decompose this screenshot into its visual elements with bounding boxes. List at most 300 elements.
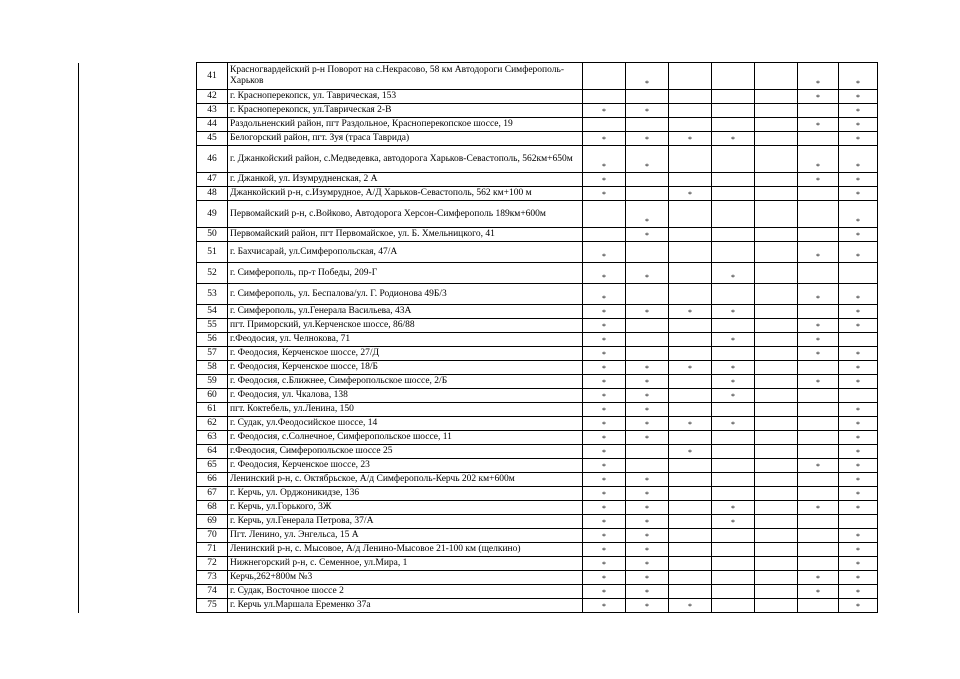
row-number: 43 [197,104,228,118]
service-mark [712,118,755,132]
service-mark [669,501,712,515]
service-mark: * [712,417,755,431]
station-address: г. Симферополь, пр-т Победы, 209-Г [228,263,583,284]
row-number: 48 [197,187,228,201]
service-mark: * [712,263,755,284]
service-mark: * [839,529,878,543]
row-number: 54 [197,305,228,319]
station-address: Пгт. Ленино, ул. Энгельса, 15 А [228,529,583,543]
service-mark: * [583,473,626,487]
service-mark [669,319,712,333]
service-mark [626,333,669,347]
service-mark [755,543,798,557]
service-mark: * [669,599,712,613]
service-mark [839,333,878,347]
service-mark: * [583,305,626,319]
table-row [79,228,878,242]
row-number: 66 [197,473,228,487]
table-row [79,146,878,173]
service-mark: * [583,104,626,118]
station-address: пгт. Приморский, ул.Керченское шоссе, 86/88 [228,319,583,333]
service-mark: * [669,361,712,375]
table-row [79,557,878,571]
service-mark: * [839,104,878,118]
table-row [79,459,878,473]
service-mark: * [583,333,626,347]
service-mark [798,515,839,529]
station-address: Первомайский район, пгт Первомайское, ул. Б. Хмельницкого, 41 [228,228,583,242]
table-row [79,417,878,431]
service-mark [712,473,755,487]
service-mark: * [626,305,669,319]
service-mark: * [626,473,669,487]
service-mark [712,319,755,333]
table-row [79,431,878,445]
service-mark [712,90,755,104]
service-mark: * [798,118,839,132]
service-mark: * [583,146,626,173]
service-mark: * [839,132,878,146]
service-mark [755,389,798,403]
service-mark: * [839,487,878,501]
service-mark [626,284,669,305]
service-mark [712,403,755,417]
service-mark: * [839,201,878,228]
service-mark: * [798,284,839,305]
service-mark: * [839,347,878,361]
service-mark [712,201,755,228]
service-mark: * [626,132,669,146]
service-mark [798,104,839,118]
service-mark [755,347,798,361]
service-mark [755,90,798,104]
service-mark: * [583,187,626,201]
service-mark: * [712,515,755,529]
service-mark: * [626,501,669,515]
service-mark: * [626,201,669,228]
table-row [79,263,878,284]
service-mark [626,118,669,132]
service-mark: * [626,263,669,284]
service-mark [755,431,798,445]
service-mark: * [712,132,755,146]
service-mark [755,201,798,228]
service-mark [712,487,755,501]
stations-table-body [79,63,878,613]
service-mark [755,515,798,529]
service-mark: * [839,431,878,445]
row-number: 57 [197,347,228,361]
service-mark: * [626,389,669,403]
service-mark: * [798,375,839,389]
service-mark [798,201,839,228]
service-mark: * [839,361,878,375]
station-address: г. Керчь, ул.Генерала Петрова, 37/А [228,515,583,529]
service-mark [669,431,712,445]
service-mark: * [583,403,626,417]
service-mark [798,403,839,417]
station-address: Раздольненский район, пгт Раздольное, Красноперекопское шоссе, 19 [228,118,583,132]
service-mark: * [583,571,626,585]
row-number: 65 [197,459,228,473]
service-mark: * [583,515,626,529]
row-number: 46 [197,146,228,173]
service-mark [755,118,798,132]
table-row [79,242,878,263]
table-row [79,187,878,201]
service-mark [755,187,798,201]
service-mark [755,417,798,431]
service-mark: * [669,187,712,201]
service-mark [626,445,669,459]
row-number: 52 [197,263,228,284]
service-mark: * [626,599,669,613]
row-number: 44 [197,118,228,132]
service-mark: * [626,585,669,599]
table-row [79,333,878,347]
service-mark: * [583,173,626,187]
service-mark: * [712,361,755,375]
service-mark: * [839,403,878,417]
service-mark [669,284,712,305]
service-mark [669,173,712,187]
service-mark [583,90,626,104]
service-mark: * [583,347,626,361]
station-address: г. Керчь ул.Маршала Еременко 37а [228,599,583,613]
service-mark [755,375,798,389]
service-mark: * [839,473,878,487]
service-mark [798,445,839,459]
service-mark: * [839,63,878,90]
service-mark: * [626,228,669,242]
service-mark: * [712,333,755,347]
service-mark [712,347,755,361]
row-number: 50 [197,228,228,242]
service-mark [583,63,626,90]
service-mark: * [839,543,878,557]
service-mark [626,459,669,473]
service-mark: * [583,132,626,146]
service-mark: * [583,501,626,515]
service-mark [712,104,755,118]
table-row [79,361,878,375]
table-row [79,599,878,613]
service-mark [669,90,712,104]
service-mark [669,63,712,90]
service-mark [669,473,712,487]
service-mark: * [798,347,839,361]
table-row [79,487,878,501]
row-number: 75 [197,599,228,613]
row-number: 53 [197,284,228,305]
service-mark: * [712,375,755,389]
row-number: 62 [197,417,228,431]
table-row [79,90,878,104]
table-row [79,347,878,361]
service-mark: * [583,319,626,333]
table-row [79,389,878,403]
service-mark [798,417,839,431]
service-mark: * [626,361,669,375]
service-mark: * [626,403,669,417]
station-address: Красногвардейский р-н Поворот на с.Некрасово, 58 км Автодороги Симферополь- Харьков [228,63,583,90]
service-mark [712,187,755,201]
row-number: 71 [197,543,228,557]
service-mark [712,571,755,585]
service-mark: * [798,501,839,515]
region-column-cell [79,63,197,613]
row-number: 74 [197,585,228,599]
service-mark: * [798,63,839,90]
service-mark [712,543,755,557]
table-row [79,543,878,557]
row-number: 56 [197,333,228,347]
service-mark [669,375,712,389]
service-mark [798,228,839,242]
service-mark: * [798,90,839,104]
table-row [79,305,878,319]
row-number: 70 [197,529,228,543]
table-row [79,201,878,228]
service-mark: * [626,104,669,118]
service-mark: * [798,571,839,585]
service-mark [669,333,712,347]
row-number: 64 [197,445,228,459]
station-address: г. Красноперекопск, ул.Таврическая 2-В [228,104,583,118]
row-number: 45 [197,132,228,146]
station-address: Ленинский р-н, с. Октябрьское, А/д Симферополь-Керчь 202 км+600м [228,473,583,487]
service-mark [669,403,712,417]
service-mark: * [583,375,626,389]
service-mark: * [583,361,626,375]
service-mark: * [626,431,669,445]
service-mark [755,557,798,571]
table-row [79,63,878,90]
service-mark [755,445,798,459]
service-mark: * [626,571,669,585]
service-mark: * [583,389,626,403]
service-mark: * [626,515,669,529]
station-address: Ленинский р-н, с. Мысовое, А/д Ленино-Мысовое 21-100 км (щелкино) [228,543,583,557]
service-mark [755,571,798,585]
station-address: г.Феодосия, Симферопольское шоссе 25 [228,445,583,459]
service-mark [798,431,839,445]
table-row [79,501,878,515]
service-mark [755,319,798,333]
station-address: г.Феодосия, ул. Челнокова, 71 [228,333,583,347]
service-mark [798,599,839,613]
service-mark: * [626,375,669,389]
service-mark [669,557,712,571]
service-mark: * [839,187,878,201]
service-mark: * [626,146,669,173]
service-mark: * [798,319,839,333]
service-mark [669,104,712,118]
row-number: 42 [197,90,228,104]
service-mark [798,305,839,319]
service-mark [669,585,712,599]
station-address: г. Керчь, ул. Орджоникидзе, 136 [228,487,583,501]
station-address: г. Симферополь, ул. Беспалова/ул. Г. Родионова 49Б/3 [228,284,583,305]
service-mark: * [839,501,878,515]
service-mark: * [583,557,626,571]
row-number: 41 [197,63,228,90]
service-mark: * [839,459,878,473]
service-mark [712,557,755,571]
service-mark [798,529,839,543]
table-row [79,284,878,305]
service-mark [669,389,712,403]
table-row [79,173,878,187]
service-mark [798,389,839,403]
service-mark: * [798,459,839,473]
service-mark [755,284,798,305]
service-mark [755,63,798,90]
service-mark: * [798,146,839,173]
service-mark [798,263,839,284]
service-mark [839,389,878,403]
row-number: 49 [197,201,228,228]
service-mark: * [583,543,626,557]
station-address: Джанкойский р-н, с.Изумрудное, А/Д Харьков-Севастополь, 562 км+100 м [228,187,583,201]
service-mark [839,515,878,529]
service-mark: * [583,459,626,473]
service-mark: * [712,305,755,319]
service-mark [798,132,839,146]
service-mark [669,543,712,557]
row-number: 60 [197,389,228,403]
service-mark: * [798,173,839,187]
row-number: 69 [197,515,228,529]
service-mark [755,585,798,599]
service-mark: * [669,132,712,146]
service-mark: * [583,263,626,284]
service-mark [669,263,712,284]
service-mark: * [839,118,878,132]
service-mark: * [839,599,878,613]
service-mark [755,487,798,501]
service-mark: * [583,599,626,613]
service-mark: * [583,529,626,543]
service-mark: * [669,305,712,319]
table-row [79,445,878,459]
station-address: Белогорский район, пгт. Зуя (траса Таврида) [228,132,583,146]
service-mark [755,242,798,263]
service-mark [669,459,712,473]
station-address: г. Феодосия, ул. Чкалова, 138 [228,389,583,403]
stations-table [78,62,878,613]
service-mark [755,529,798,543]
row-number: 61 [197,403,228,417]
service-mark [669,529,712,543]
service-mark [798,487,839,501]
service-mark: * [839,173,878,187]
station-address: г. Феодосия, с.Солнечное, Симферопольское шоссе, 11 [228,431,583,445]
service-mark [669,571,712,585]
service-mark [712,459,755,473]
service-mark: * [626,487,669,501]
station-address: пгт. Коктебель, ул.Ленина, 150 [228,403,583,417]
station-address: г. Красноперекопск, ул. Таврическая, 153 [228,90,583,104]
row-number: 73 [197,571,228,585]
table-row [79,403,878,417]
table-row [79,132,878,146]
station-address: г. Феодосия, Керченское шоссе, 27/Д [228,347,583,361]
row-number: 51 [197,242,228,263]
station-address: г. Симферополь, ул.Генерала Васильева, 43А [228,305,583,319]
service-mark [712,242,755,263]
service-mark [712,585,755,599]
service-mark [755,146,798,173]
service-mark [626,347,669,361]
row-number: 55 [197,319,228,333]
service-mark [712,431,755,445]
service-mark [712,146,755,173]
station-address: Нижнегорский р-н, с. Семенное, ул.Мира, 1 [228,557,583,571]
service-mark [755,305,798,319]
table-row [79,585,878,599]
service-mark [839,263,878,284]
table-row [79,375,878,389]
service-mark [755,132,798,146]
service-mark [755,263,798,284]
service-mark [798,543,839,557]
service-mark [755,333,798,347]
service-mark [583,118,626,132]
service-mark [583,228,626,242]
service-mark [798,187,839,201]
service-mark: * [798,585,839,599]
station-address: г. Керчь, ул.Горького, 3Ж [228,501,583,515]
row-number: 59 [197,375,228,389]
service-mark [798,361,839,375]
service-mark [755,599,798,613]
table-row [79,515,878,529]
station-address: г. Феодосия, с.Ближнее, Симферопольское шоссе, 2/Б [228,375,583,389]
row-number: 47 [197,173,228,187]
service-mark: * [839,571,878,585]
table-row [79,529,878,543]
service-mark: * [839,319,878,333]
station-address: Керчь,262+800м №3 [228,571,583,585]
table-row [79,118,878,132]
table-row [79,473,878,487]
service-mark [755,459,798,473]
service-mark [669,487,712,501]
service-mark: * [626,63,669,90]
service-mark: * [839,284,878,305]
row-number: 72 [197,557,228,571]
service-mark: * [798,333,839,347]
service-mark [583,201,626,228]
service-mark: * [626,417,669,431]
service-mark [626,90,669,104]
service-mark [755,361,798,375]
service-mark: * [669,445,712,459]
station-address: г. Феодосия, Керченское шоссе, 23 [228,459,583,473]
service-mark: * [839,375,878,389]
service-mark: * [712,389,755,403]
row-number: 58 [197,361,228,375]
row-number: 68 [197,501,228,515]
station-address: г. Джанкой, ул. Изумрудненская, 2 А [228,173,583,187]
service-mark: * [583,284,626,305]
service-mark [712,529,755,543]
service-mark: * [839,417,878,431]
service-mark: * [839,242,878,263]
service-mark: * [669,417,712,431]
service-mark [626,319,669,333]
